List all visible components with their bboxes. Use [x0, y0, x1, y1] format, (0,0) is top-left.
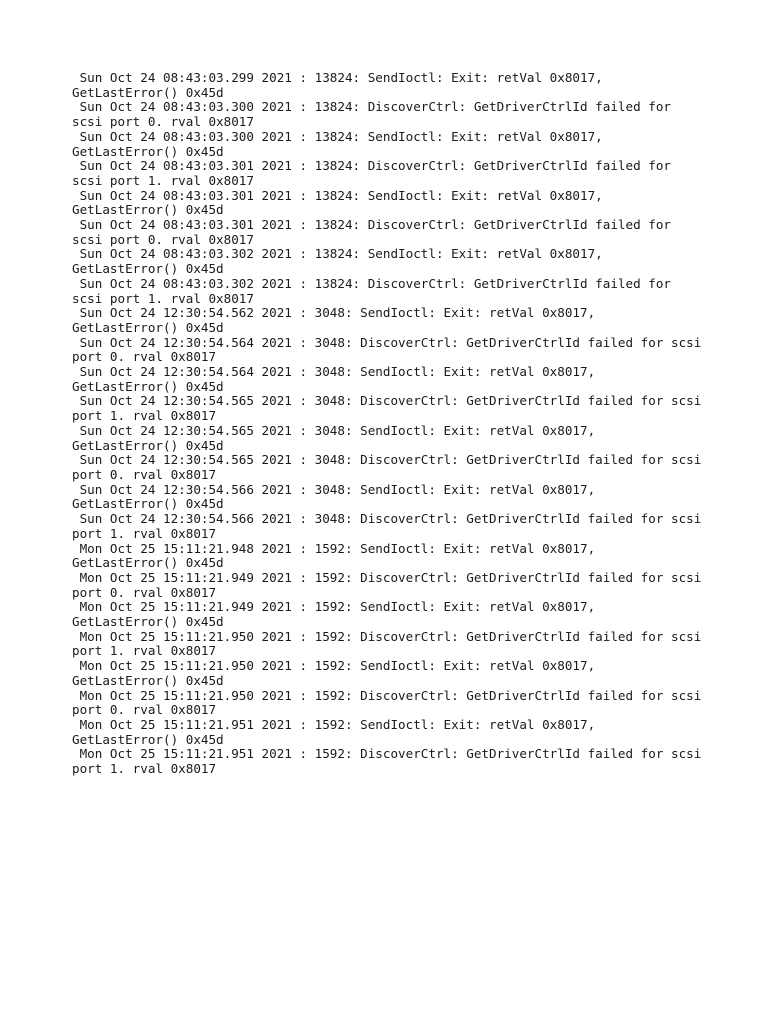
log-line: Sun Oct 24 12:30:54.565 2021 : 3048: SendIoctl: Exit: retVal 0x8017,: [72, 422, 596, 438]
log-line: GetLastError() 0x45d: [72, 731, 224, 747]
log-line: Sun Oct 24 08:43:03.301 2021 : 13824: DiscoverCtrl: GetDriverCtrlId failed for: [72, 217, 671, 233]
log-line: Sun Oct 24 12:30:54.566 2021 : 3048: DiscoverCtrl: GetDriverCtrlId failed for scsi: [72, 511, 702, 527]
log-line: Sun Oct 24 08:43:03.300 2021 : 13824: SendIoctl: Exit: retVal 0x8017,: [72, 128, 603, 144]
log-line: Mon Oct 25 15:11:21.950 2021 : 1592: DiscoverCtrl: GetDriverCtrlId failed for scsi: [72, 628, 702, 644]
log-line: Sun Oct 24 12:30:54.565 2021 : 3048: DiscoverCtrl: GetDriverCtrlId failed for scsi: [72, 393, 702, 409]
log-line: Mon Oct 25 15:11:21.950 2021 : 1592: SendIoctl: Exit: retVal 0x8017,: [72, 658, 596, 674]
log-line: Sun Oct 24 08:43:03.299 2021 : 13824: SendIoctl: Exit: retVal 0x8017,: [72, 70, 603, 85]
log-line: GetLastError() 0x45d: [72, 555, 224, 571]
log-line: GetLastError() 0x45d: [72, 84, 224, 100]
log-line: Sun Oct 24 08:43:03.300 2021 : 13824: DiscoverCtrl: GetDriverCtrlId failed for: [72, 99, 671, 115]
log-line: Sun Oct 24 12:30:54.562 2021 : 3048: SendIoctl: Exit: retVal 0x8017,: [72, 305, 596, 321]
log-line: Mon Oct 25 15:11:21.951 2021 : 1592: DiscoverCtrl: GetDriverCtrlId failed for scsi: [72, 746, 702, 762]
log-line: port 0. rval 0x8017: [72, 349, 217, 365]
log-line: Sun Oct 24 12:30:54.564 2021 : 3048: SendIoctl: Exit: retVal 0x8017,: [72, 364, 596, 380]
log-line: Mon Oct 25 15:11:21.949 2021 : 1592: DiscoverCtrl: GetDriverCtrlId failed for scsi: [72, 569, 702, 585]
log-line: port 0. rval 0x8017: [72, 702, 217, 718]
log-line: GetLastError() 0x45d: [72, 319, 224, 335]
log-line: scsi port 1. rval 0x8017: [72, 290, 254, 306]
log-line: Sun Oct 24 08:43:03.301 2021 : 13824: DiscoverCtrl: GetDriverCtrlId failed for: [72, 158, 671, 174]
log-line: GetLastError() 0x45d: [72, 496, 224, 512]
log-line: GetLastError() 0x45d: [72, 261, 224, 277]
log-line: Sun Oct 24 12:30:54.566 2021 : 3048: SendIoctl: Exit: retVal 0x8017,: [72, 481, 596, 497]
log-line: scsi port 1. rval 0x8017: [72, 172, 254, 188]
log-line: Sun Oct 24 12:30:54.564 2021 : 3048: DiscoverCtrl: GetDriverCtrlId failed for scsi: [72, 334, 702, 350]
log-line: Mon Oct 25 15:11:21.948 2021 : 1592: SendIoctl: Exit: retVal 0x8017,: [72, 540, 596, 556]
log-line: Mon Oct 25 15:11:21.950 2021 : 1592: DiscoverCtrl: GetDriverCtrlId failed for scsi: [72, 687, 702, 703]
log-line: Sun Oct 24 08:43:03.301 2021 : 13824: SendIoctl: Exit: retVal 0x8017,: [72, 187, 603, 203]
log-line: GetLastError() 0x45d: [72, 378, 224, 394]
log-line: Mon Oct 25 15:11:21.951 2021 : 1592: SendIoctl: Exit: retVal 0x8017,: [72, 716, 596, 732]
log-document: [72, 71, 712, 777]
log-line: port 0. rval 0x8017: [72, 466, 217, 482]
log-line: port 0. rval 0x8017: [72, 584, 217, 600]
log-line: GetLastError() 0x45d: [72, 672, 224, 688]
log-line: GetLastError() 0x45d: [72, 143, 224, 159]
log-line: Sun Oct 24 08:43:03.302 2021 : 13824: SendIoctl: Exit: retVal 0x8017,: [72, 246, 603, 262]
log-line: port 1. rval 0x8017: [72, 525, 217, 541]
log-line: Sun Oct 24 08:43:03.302 2021 : 13824: DiscoverCtrl: GetDriverCtrlId failed for: [72, 275, 671, 291]
log-line: port 1. rval 0x8017: [72, 643, 217, 659]
log-line: GetLastError() 0x45d: [72, 437, 224, 453]
log-line: scsi port 0. rval 0x8017: [72, 114, 254, 130]
log-line: port 1. rval 0x8017: [72, 761, 217, 777]
log-line: GetLastError() 0x45d: [72, 614, 224, 630]
log-line: Mon Oct 25 15:11:21.949 2021 : 1592: SendIoctl: Exit: retVal 0x8017,: [72, 599, 596, 615]
log-line: port 1. rval 0x8017: [72, 408, 217, 424]
log-line: Sun Oct 24 12:30:54.565 2021 : 3048: DiscoverCtrl: GetDriverCtrlId failed for scsi: [72, 452, 702, 468]
log-line: scsi port 0. rval 0x8017: [72, 231, 254, 247]
log-line: GetLastError() 0x45d: [72, 202, 224, 218]
